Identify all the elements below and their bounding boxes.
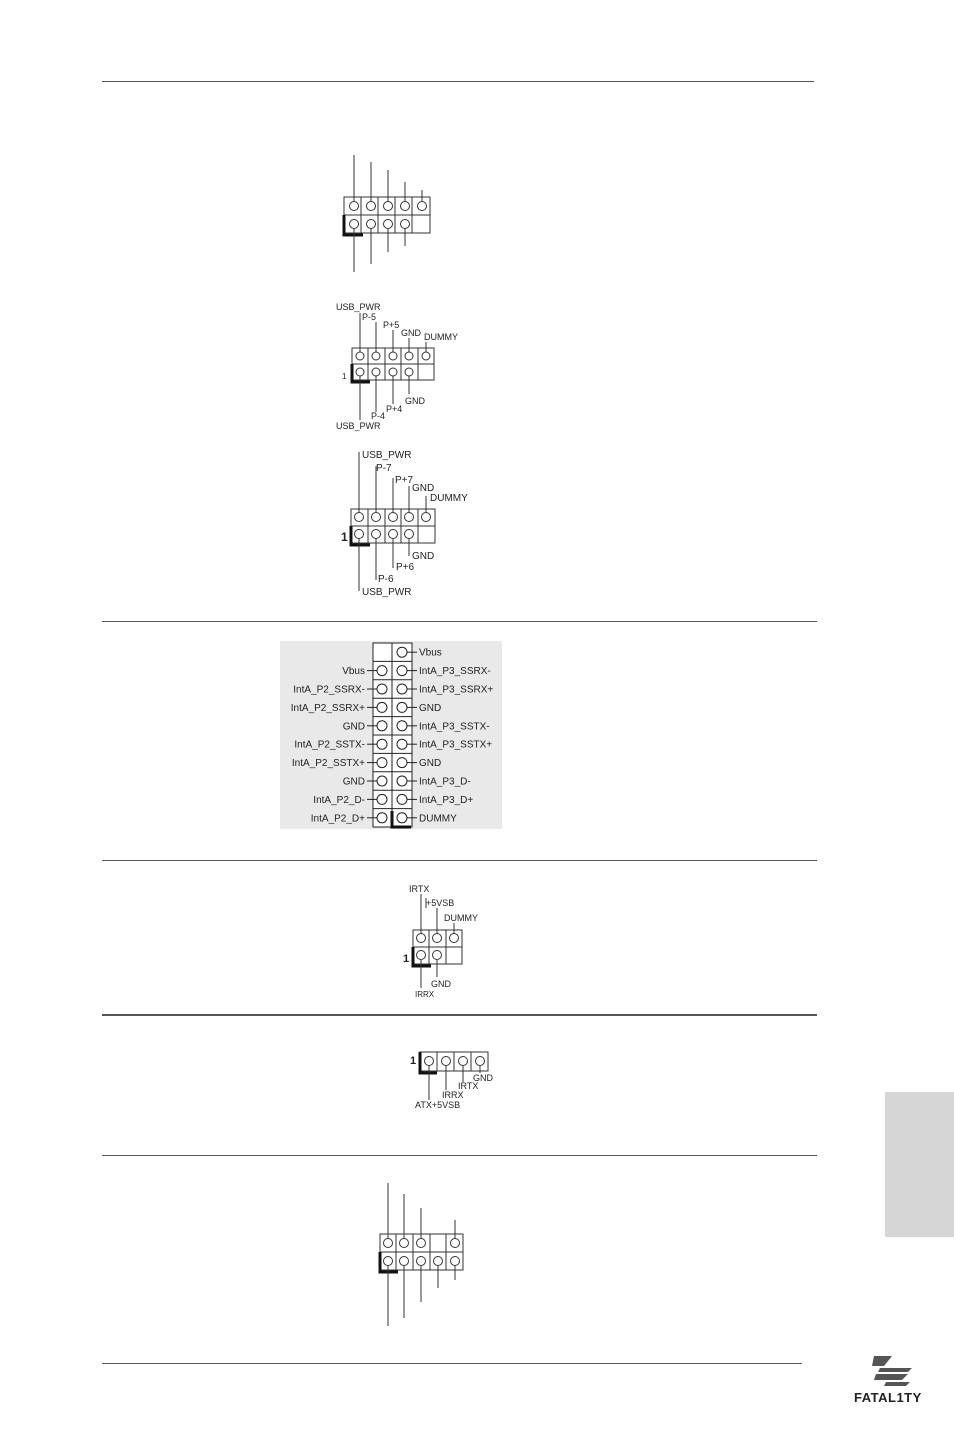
pin-label: DUMMY xyxy=(419,813,457,825)
pin-label: IntA_P3_D- xyxy=(419,776,471,788)
pin-label: GND xyxy=(342,721,365,733)
pin-label: IntA_P2_SSRX+ xyxy=(290,702,365,714)
pin-label: GND xyxy=(342,776,365,788)
pin-label: IntA_P3_SSRX+ xyxy=(419,684,494,696)
side-language-tab xyxy=(885,1092,954,1237)
header-rule xyxy=(102,81,814,82)
pin-label: IRRX xyxy=(442,1090,464,1100)
ir-header-diagram xyxy=(398,880,498,1002)
pin-label: IntA_P3_SSTX+ xyxy=(419,739,493,751)
pin-label: P-6 xyxy=(378,574,394,585)
pin-label: USB_PWR xyxy=(336,421,381,431)
audio-header-diagram xyxy=(375,1178,475,1330)
pin-label: IntA_P3_SSRX- xyxy=(419,666,491,678)
pin-label: DUMMY xyxy=(430,493,468,504)
pin-label: GND xyxy=(401,328,421,338)
cir-header-diagram xyxy=(405,1046,505,1116)
pin-label: GND xyxy=(473,1073,493,1083)
usb-header-diagram-3 xyxy=(338,446,488,600)
pin-label: Vbus xyxy=(342,666,365,678)
pin-label: GND xyxy=(431,979,451,989)
section-divider xyxy=(102,621,817,622)
pin-label: Vbus xyxy=(419,647,442,659)
pin-label: P-7 xyxy=(376,463,392,474)
pin-label: IntA_P2_D- xyxy=(313,794,365,806)
pin1-marker: 1 xyxy=(341,530,348,544)
fatal1ty-logo xyxy=(852,1352,932,1408)
pin-label: IRTX xyxy=(409,884,430,894)
pin-label: GND xyxy=(419,702,442,714)
pin-label: P+4 xyxy=(386,404,403,414)
usb3-header-diagram xyxy=(280,641,502,829)
section-divider xyxy=(102,1155,817,1156)
pin-label: DUMMY xyxy=(444,913,478,923)
usb-header-diagram-1 xyxy=(340,150,440,275)
pin-label: DUMMY xyxy=(424,332,458,342)
section-divider xyxy=(102,1014,817,1016)
section-divider xyxy=(102,860,817,861)
pin-label: GND xyxy=(412,551,435,562)
pin-label: IntA_P3_D+ xyxy=(419,794,474,806)
pin-label: P+5 xyxy=(383,320,400,330)
pin-label: IntA_P3_SSTX- xyxy=(419,721,490,733)
pin1-marker: 1 xyxy=(342,372,347,381)
pin-label: P-5 xyxy=(362,312,377,322)
footer-rule xyxy=(102,1363,802,1364)
pin-label: GND xyxy=(419,758,442,770)
pin-label: IntA_P2_D+ xyxy=(310,813,365,825)
pin-label: P+7 xyxy=(395,475,414,486)
pin-label: P+6 xyxy=(396,562,415,573)
pin-label: ATX+5VSB xyxy=(415,1100,461,1110)
logo-text: FATAL1TY xyxy=(854,1390,922,1405)
pin1-marker: 1 xyxy=(403,953,410,965)
pin-label: IntA_P2_SSRX- xyxy=(293,684,365,696)
pin-label: P-4 xyxy=(371,411,386,421)
pin-label: IRRX xyxy=(415,990,435,999)
pin-label: USB_PWR xyxy=(362,587,412,598)
pin-label: IntA_P2_SSTX- xyxy=(294,739,365,751)
usb-header-diagram-2 xyxy=(330,298,490,436)
pin-label: IRTX xyxy=(458,1081,479,1091)
pin-label: IntA_P2_SSTX+ xyxy=(291,758,365,770)
pin-label: +5VSB xyxy=(426,898,455,908)
pin-label: GND xyxy=(405,396,425,406)
pin1-marker: 1 xyxy=(410,1055,417,1067)
pin-label: USB_PWR xyxy=(336,302,381,312)
pin-label: USB_PWR xyxy=(362,450,412,461)
pin-label: GND xyxy=(412,483,435,494)
